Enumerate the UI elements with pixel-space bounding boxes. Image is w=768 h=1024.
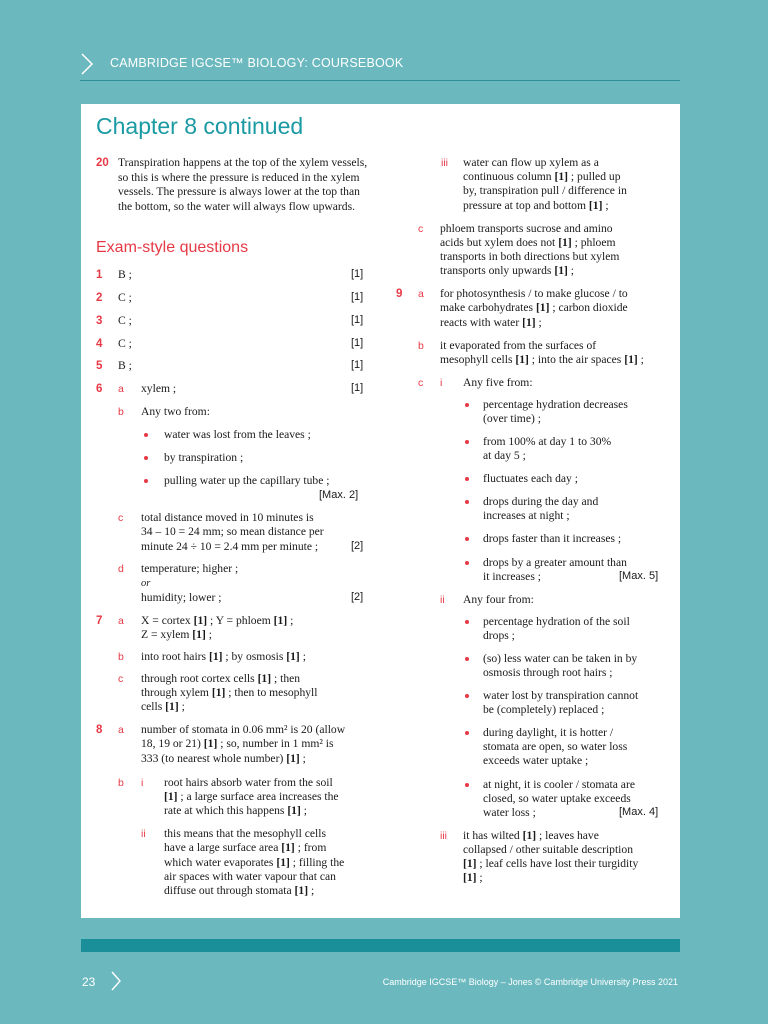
part-label: b (118, 406, 124, 418)
answer-text: root hairs absorb water from the soil (164, 776, 333, 789)
mark: [2] (351, 540, 364, 552)
answer-text: Any four from: (463, 593, 534, 606)
bullet-text: by transpiration ; (164, 451, 244, 464)
answer-text: number of stomata in 0.06 mm² is 20 (allow (141, 723, 346, 736)
mark: [2] (351, 591, 364, 603)
bullet-text: exceeds water uptake ; (483, 754, 589, 767)
bullet-icon (465, 657, 469, 661)
part-label: a (118, 383, 124, 395)
subpart-label: iii (441, 157, 448, 169)
question-number: 6 (96, 383, 103, 395)
bullet-icon (465, 500, 469, 504)
chevron-right-icon (110, 970, 122, 992)
question-number: 3 (96, 315, 103, 327)
answer-text: reacts with water [1] ; (440, 316, 542, 329)
subpart-label: ii (440, 594, 445, 606)
bullet-text: stomata are open, so water loss (483, 740, 628, 753)
answer-text: through root cortex cells [1] ; then (141, 672, 301, 685)
question-number: 1 (96, 269, 103, 281)
bullet-icon (144, 456, 148, 460)
bullet-text: percentage hydration of the soil (483, 615, 630, 628)
part-label: d (118, 563, 124, 575)
bullet-text: water lost by transpiration cannot (483, 689, 639, 702)
answer-text: rate at which this happens [1] ; (164, 804, 307, 817)
answer-text: Any five from: (463, 376, 533, 389)
bullet-text: water loss ; (483, 806, 536, 819)
answer-text: collapsed / other suitable description (463, 843, 633, 856)
answer-text: water can flow up xylem as a (463, 156, 599, 169)
answer-text: minute 24 ÷ 10 = 2.4 mm per minute ; (141, 540, 319, 553)
bullet-text: from 100% at day 1 to 30% (483, 435, 612, 448)
page-number: 23 (82, 975, 96, 989)
answer-text: C ; (118, 314, 132, 327)
bullet-text: fluctuates each day ; (483, 472, 578, 485)
answer-text: diffuse out through stomata [1] ; (164, 884, 315, 897)
section-title: Exam-style questions (96, 239, 249, 256)
part-label: c (418, 223, 424, 235)
q20-text: Transpiration happens at the top of the xylem vessels, so this is where the pressure is reduced in the xylem vessels. The pressure is always lower at the top than the bottom, so the water will always flow upwards. (118, 156, 368, 213)
bullet-icon (465, 731, 469, 735)
bullet-text: drops ; (483, 629, 515, 642)
answer-text: mesophyll cells [1] ; into the air spaces [1] ; (440, 353, 644, 366)
mark: [1] (351, 359, 364, 371)
part-label: c (118, 673, 124, 685)
chevron-right-icon (80, 52, 94, 76)
mark: [1] (351, 268, 364, 280)
answer-text: C ; (118, 337, 132, 350)
answer-text: into root hairs [1] ; by osmosis [1] ; (141, 650, 306, 663)
question-number: 5 (96, 360, 103, 372)
mark: [Max. 5] (619, 570, 659, 582)
mark: [Max. 4] (619, 806, 659, 818)
bullet-icon (465, 537, 469, 541)
answer-text: X = cortex [1] ; Y = phloem [1] ; (141, 614, 294, 627)
mark: [1] (351, 382, 364, 394)
bullet-icon (465, 477, 469, 481)
bullet-text: be (completely) replaced ; (483, 703, 605, 716)
part-label: a (118, 724, 124, 736)
mark: [1] (351, 337, 364, 349)
bullet-text: water was lost from the leaves ; (164, 428, 311, 441)
answer-text: by, transpiration pull / difference in (463, 184, 627, 197)
header-divider (80, 80, 680, 81)
answer-text: acids but xylem does not [1] ; phloem (440, 236, 616, 249)
bullet-text: pulling water up the capillary tube ; (164, 474, 330, 487)
bullet-text: drops during the day and (483, 495, 599, 508)
chapter-title: Chapter 8 continued (96, 113, 304, 139)
answer-text: cells [1] ; (141, 700, 185, 713)
answer-text: 333 (to nearest whole number) [1] ; (141, 752, 306, 765)
answer-text: 34 – 10 = 24 mm; so mean distance per (141, 525, 324, 538)
bullet-icon (465, 694, 469, 698)
part-label: a (118, 615, 124, 627)
part-label: c (418, 377, 424, 389)
answer-text: it has wilted [1] ; leaves have (463, 829, 599, 842)
answer-text: make carbohydrates [1] ; carbon dioxide (440, 301, 628, 314)
bullet-text: closed, so water uptake exceeds (483, 792, 631, 805)
answer-text: 18, 19 or 21) [1] ; so, number in 1 mm² is (141, 737, 334, 750)
question-number: 8 (96, 724, 103, 736)
answer-text: continuous column [1] ; pulled up (463, 170, 621, 183)
bullet-text: percentage hydration decreases (483, 398, 628, 411)
answer-text: pressure at top and bottom [1] ; (463, 199, 609, 212)
answer-text: it evaporated from the surfaces of (440, 339, 597, 352)
bullet-text: during daylight, it is hotter / (483, 726, 614, 739)
footer-copyright: Cambridge IGCSE™ Biology – Jones © Cambridge University Press 2021 (382, 977, 678, 987)
bullet-text: (so) less water can be taken in by (483, 652, 638, 665)
answer-text: transports in both directions but xylem (440, 250, 620, 263)
answer-text: for photosynthesis / to make glucose / to (440, 287, 628, 300)
bullet-icon (144, 479, 148, 483)
answer-text: C ; (118, 291, 132, 304)
part-label: b (118, 777, 124, 789)
bullet-text: drops by a greater amount than (483, 556, 627, 569)
bullet-icon (465, 403, 469, 407)
bullet-icon (465, 783, 469, 787)
answer-text: B ; (118, 359, 132, 372)
answer-text: air spaces with water vapour that can (164, 870, 336, 883)
subpart-label: ii (141, 828, 146, 840)
part-label: c (118, 512, 124, 524)
header-title: CAMBRIDGE IGCSE™ BIOLOGY: COURSEBOOK (110, 56, 404, 70)
answer-text: B ; (118, 268, 132, 281)
subpart-label: iii (440, 830, 447, 842)
mark: [Max. 2] (319, 489, 359, 501)
bullet-text: drops faster than it increases ; (483, 532, 622, 545)
bullet-text: it increases ; (483, 570, 541, 583)
answer-text: xylem ; (141, 382, 177, 395)
bullet-text: at night, it is cooler / stomata are (483, 778, 635, 791)
footer-band (81, 939, 680, 952)
answer-text: [1] ; (463, 871, 483, 884)
answer-text: [1] ; a large surface area increases the (164, 790, 339, 803)
bullet-icon (465, 440, 469, 444)
subpart-label: i (440, 377, 443, 389)
answer-text: transports only upwards [1] ; (440, 264, 574, 277)
answer-text: Z = xylem [1] ; (141, 628, 212, 641)
question-number: 20 (96, 157, 109, 169)
part-label: a (418, 288, 424, 300)
or-text: or (141, 578, 151, 589)
answer-text: through xylem [1] ; then to mesophyll (141, 686, 318, 699)
answer-text: have a large surface area [1] ; from (164, 841, 327, 854)
bullet-text: at day 5 ; (483, 449, 526, 462)
question-number: 4 (96, 338, 103, 350)
bullet-text: (over time) ; (483, 412, 541, 425)
answer-text: temperature; higher ; (141, 562, 239, 575)
mark: [1] (351, 291, 364, 303)
bullet-text: osmosis through root hairs ; (483, 666, 613, 679)
bullet-icon (465, 561, 469, 565)
part-label: b (418, 340, 424, 352)
answer-text: which water evaporates [1] ; filling the (164, 856, 345, 869)
answer-text: this means that the mesophyll cells (164, 827, 326, 840)
answer-text: humidity; lower ; (141, 591, 222, 604)
part-label: b (118, 651, 124, 663)
mark: [1] (351, 314, 364, 326)
answer-text: total distance moved in 10 minutes is (141, 511, 314, 524)
answer-text: phloem transports sucrose and amino (440, 222, 613, 235)
bullet-icon (144, 433, 148, 437)
subpart-label: i (141, 777, 144, 789)
answer-text: [1] ; leaf cells have lost their turgidity (463, 857, 639, 870)
bullet-icon (465, 620, 469, 624)
answer-text: Any two from: (141, 405, 210, 418)
question-number: 7 (96, 615, 103, 627)
question-number: 2 (96, 292, 103, 304)
bullet-text: increases at night ; (483, 509, 570, 522)
question-number: 9 (396, 288, 403, 300)
